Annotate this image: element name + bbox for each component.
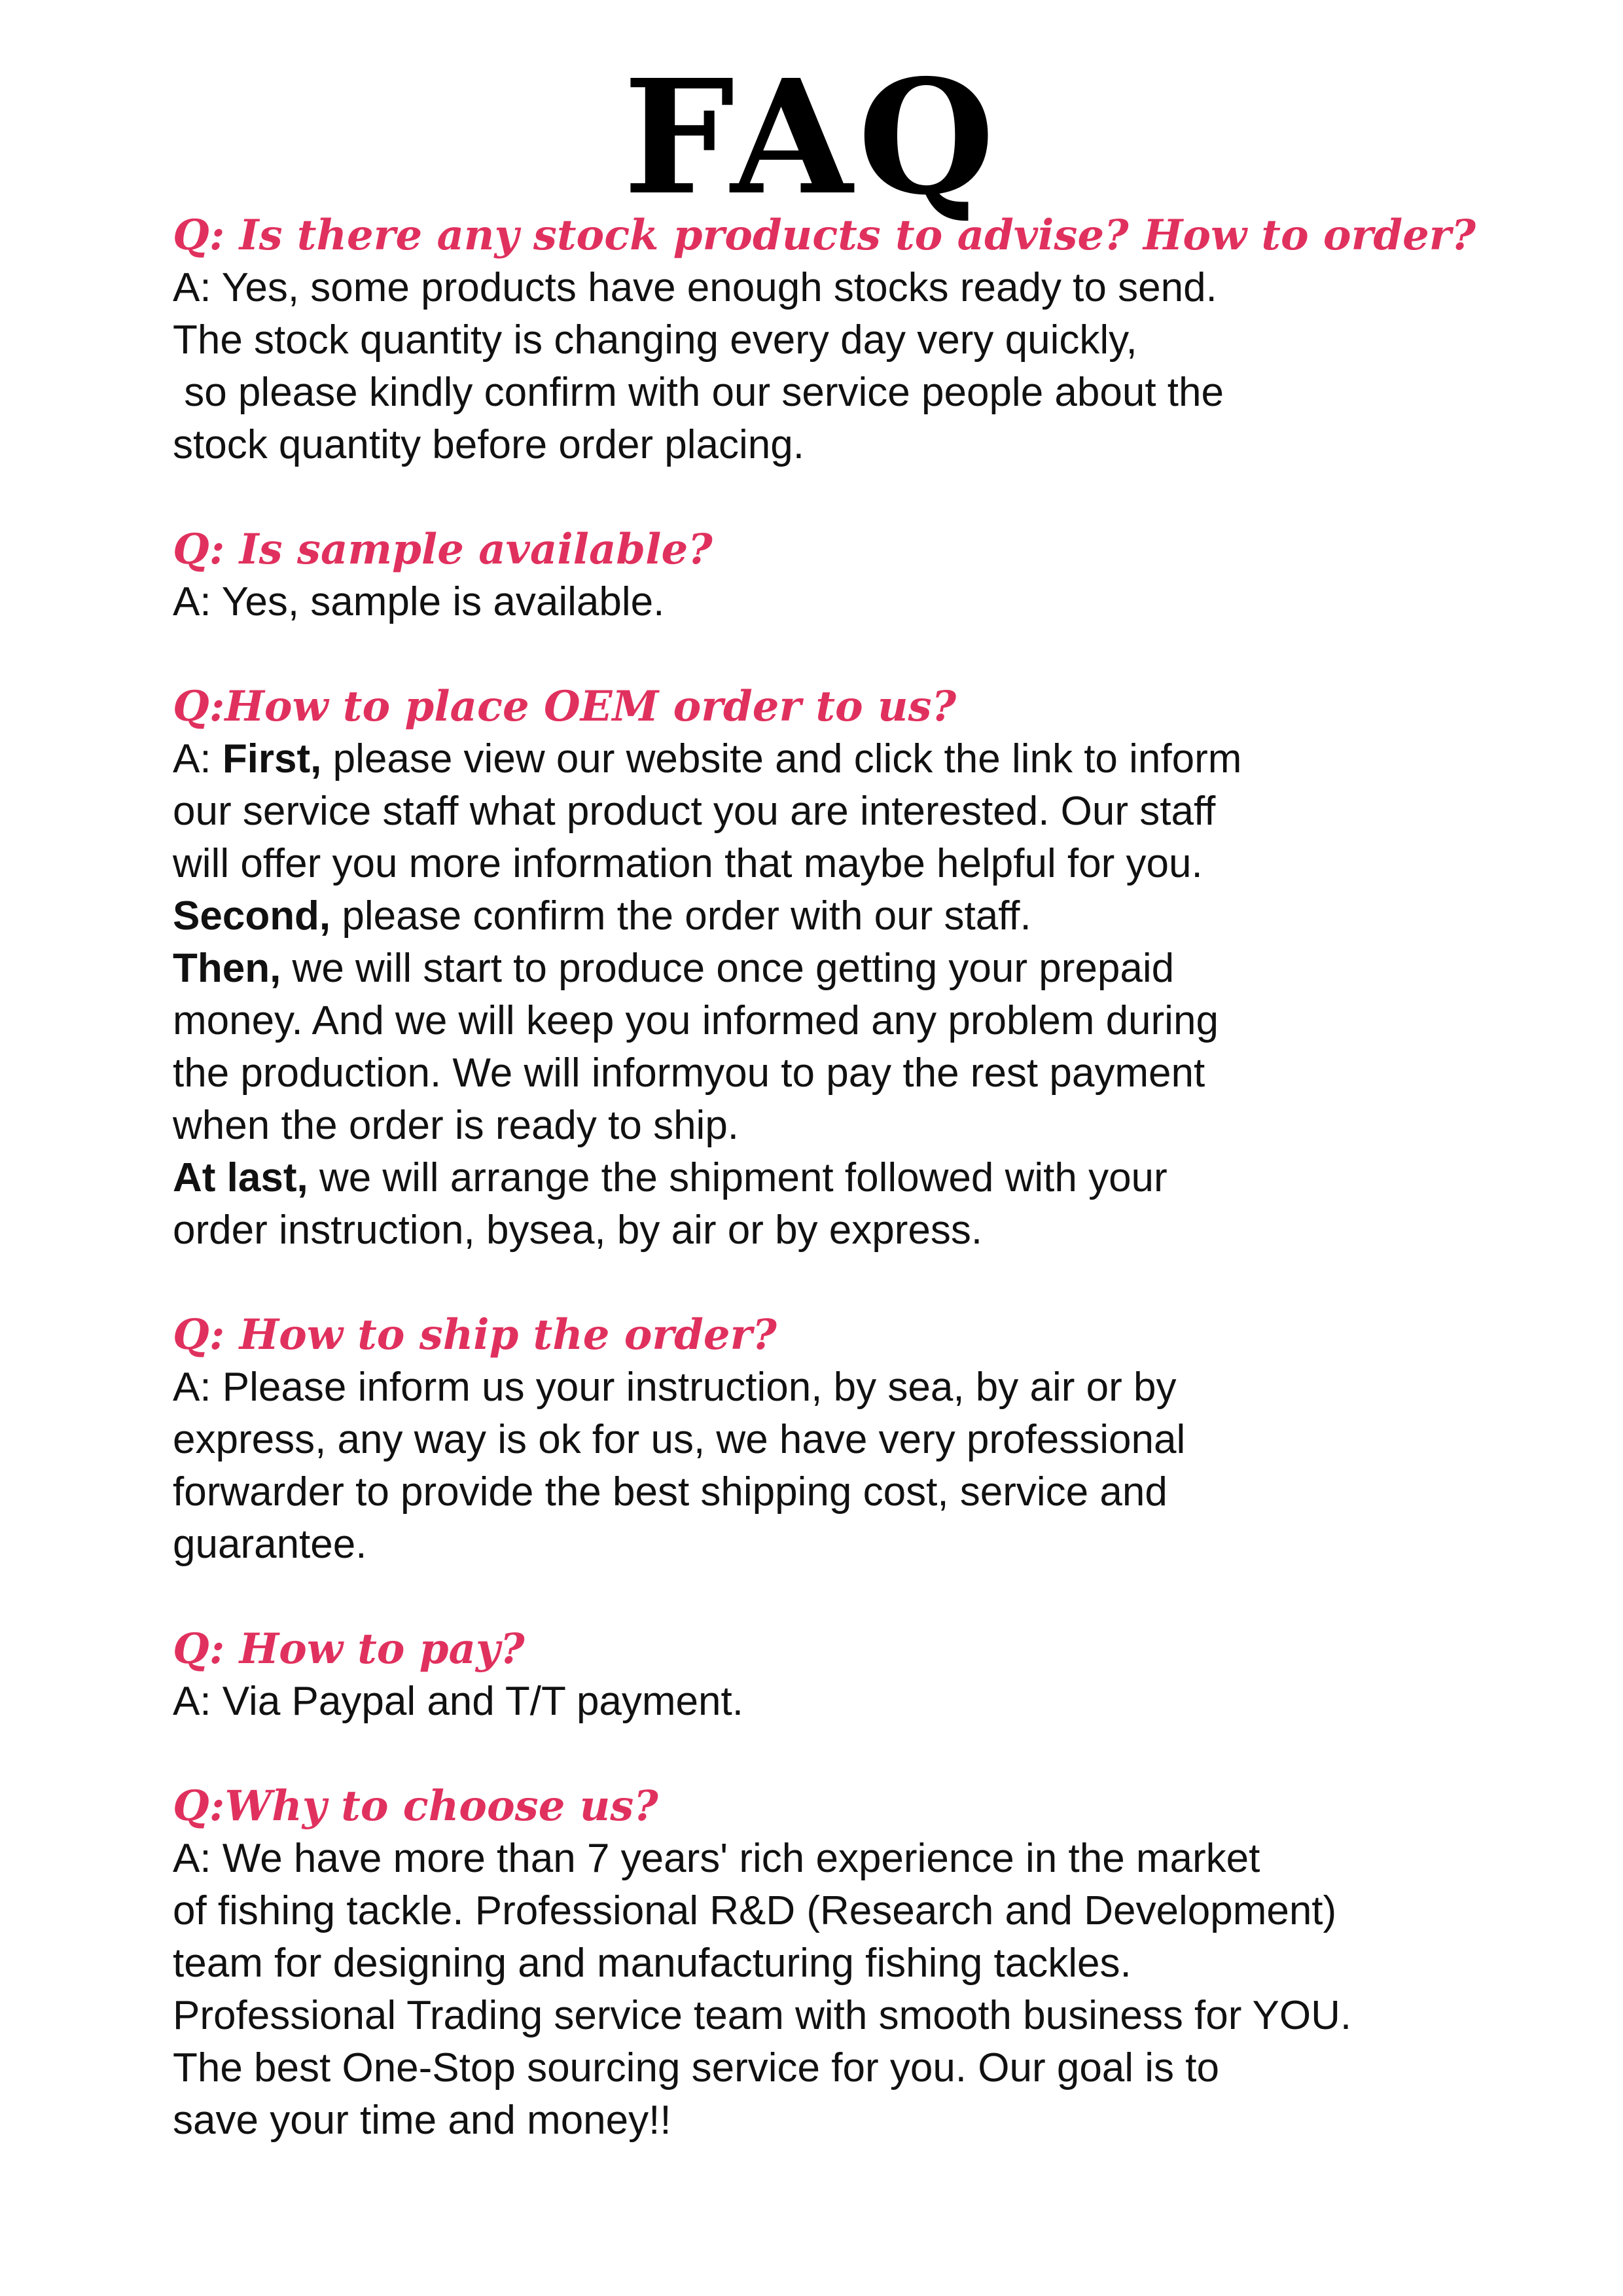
answer-text: please confirm the order with our staff. [330,893,1031,939]
faq-question: Q: How to ship the order? [173,1310,777,1359]
answer-line [173,733,1580,785]
answer-text: please view our website and click the link to inform [321,736,1242,781]
answer-text: we will start to produce once getting your prepaid [281,946,1175,991]
answer-line: stock quantity before order placing. [173,422,804,467]
answer-line: save your time and money!! [173,2098,671,2143]
faq-item-stock [173,209,1580,471]
answer-line: order instruction, bysea, by air or by express. [173,1208,983,1253]
step-label-first: First, [222,736,322,781]
answer-line: our service staff what product you are interested. Our staff [173,789,1216,834]
answer-prefix: A: [173,736,223,781]
answer-line: forwarder to provide the best shipping cost, service and [173,1469,1168,1515]
faq-item-shipping [173,1309,1580,1571]
page-title: FAQ [623,45,1000,230]
step-label-second: Second, [173,893,331,939]
answer-line [173,890,1580,942]
answer-line: when the order is ready to ship. [173,1103,740,1148]
faq-item-payment [173,1623,1580,1728]
faq-answer [173,262,1580,471]
answer-line: of fishing tackle. Professional R&D (Research and Development) [173,1888,1337,1933]
answer-line: Professional Trading service team with smooth business for YOU. [173,1993,1352,2038]
answer-line: A: Yes, some products have enough stocks ready to send. [173,265,1217,310]
answer-line: money. And we will keep you informed any problem during [173,998,1219,1043]
faq-question: Q: How to pay? [173,1624,525,1674]
step-label-at-last: At last, [173,1155,308,1200]
faq-item-why-us [173,1780,1580,2147]
faq-question: Q:How to place OEM order to us? [173,682,957,731]
answer-text: we will arrange the shipment followed with your [308,1155,1168,1200]
answer-line: will offer you more information that maybe helpful for you. [173,841,1203,886]
answer-line: The best One-Stop sourcing service for you. Our goal is to [173,2045,1219,2090]
faq-question: Q: Is there any stock products to advise? How to order? [173,211,1476,260]
answer-line: A: We have more than 7 years' rich experience in the market [173,1836,1260,1881]
answer-line [173,1152,1580,1204]
faq-answer [173,1676,1580,1728]
faq-item-oem-order [173,681,1580,1257]
step-label-then: Then, [173,946,281,991]
faq-question: Q:Why to choose us? [173,1782,658,1831]
answer-line: express, any way is ok for us, we have very professional [173,1417,1186,1462]
faq-question: Q: Is sample available? [173,525,713,574]
answer-line: team for designing and manufacturing fishing tackles. [173,1941,1132,1986]
answer-line: A: Yes, sample is available. [173,579,665,624]
answer-line: guarantee. [173,1522,367,1567]
answer-line: The stock quantity is changing every day very quickly, [173,317,1137,363]
faq-list [173,209,1580,2199]
answer-line: A: Please inform us your instruction, by sea, by air or by [173,1365,1177,1410]
answer-line [173,942,1580,995]
answer-line: the production. We will informyou to pay the rest payment [173,1050,1205,1096]
faq-answer [173,733,1580,1257]
faq-answer [173,1361,1580,1571]
answer-line: A: Via Paypal and T/T payment. [173,1679,743,1724]
faq-answer [173,576,1580,628]
faq-answer [173,1833,1580,2147]
faq-item-sample [173,524,1580,628]
answer-line: so please kindly confirm with our service people about the [173,370,1224,415]
